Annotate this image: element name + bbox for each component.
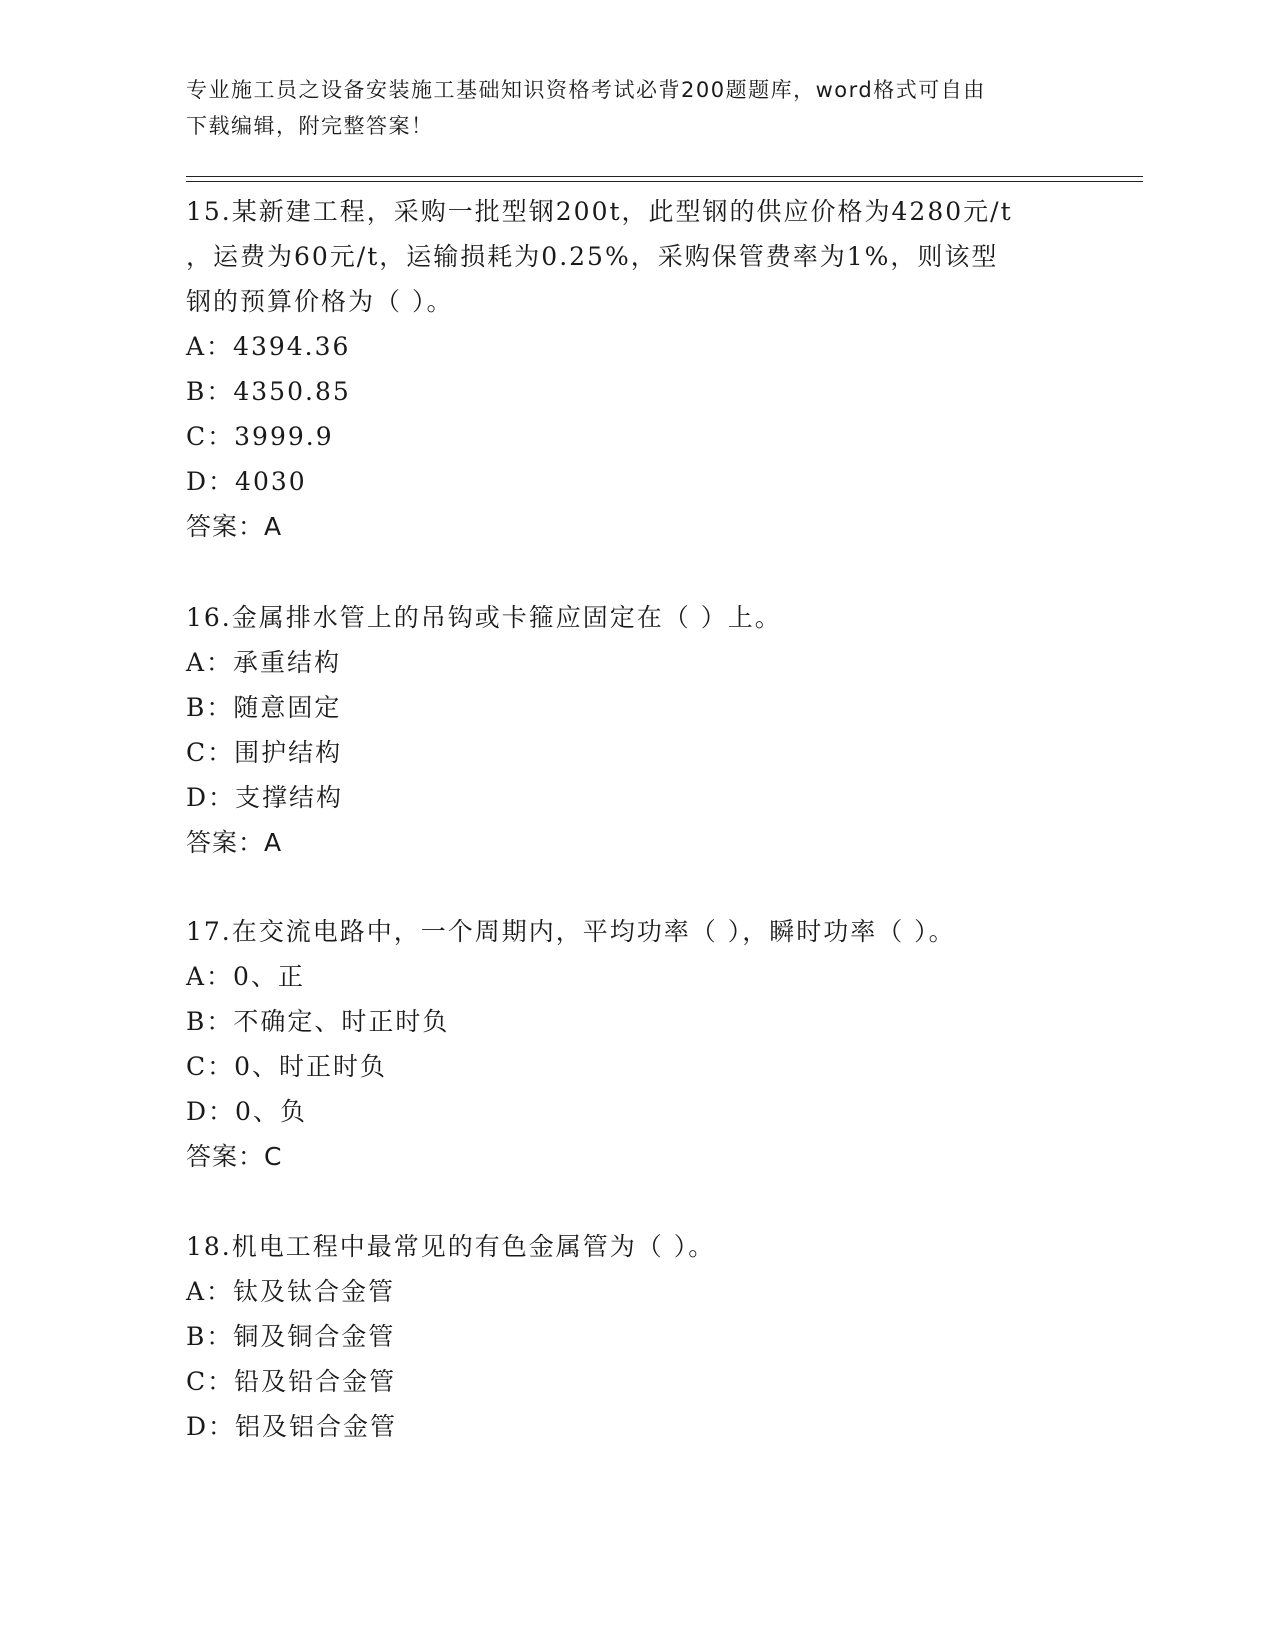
option-b: B：4350.85 (186, 377, 351, 406)
question-16 (186, 595, 1066, 865)
option-c: C：3999.9 (186, 422, 334, 451)
header-line-2: 下载编辑，附完整答案！ (186, 114, 434, 138)
question-stem-line: ，运费为60元/t，运输损耗为0.25%，采购保管费率为1%，则该型 (186, 242, 999, 271)
option-b: B：铜及铜合金管 (186, 1322, 396, 1351)
question-stem-line: 16.金属排水管上的吊钩或卡箍应固定在（ ）上。 (186, 603, 782, 632)
header-divider-top (186, 176, 1143, 177)
option-d: D：0、负 (186, 1097, 307, 1126)
question-stem-line: 18.机电工程中最常见的有色金属管为（ ）。 (186, 1232, 716, 1261)
answer: 答案：C (186, 1142, 283, 1171)
option-b: B：随意固定 (186, 693, 342, 722)
option-a: A：4394.36 (186, 332, 351, 361)
question-stem-line: 钢的预算价格为（ ）。 (186, 287, 454, 316)
option-a: A：承重结构 (186, 648, 342, 677)
option-a: A：钛及钛合金管 (186, 1277, 396, 1306)
answer: 答案：A (186, 512, 283, 541)
answer: 答案：A (186, 828, 283, 857)
question-stem-line: 15.某新建工程，采购一批型钢200t，此型钢的供应价格为4280元/t (186, 197, 1013, 226)
option-d: D：支撑结构 (186, 783, 344, 812)
option-c: C：0、时正时负 (186, 1052, 388, 1081)
question-18 (186, 1224, 1066, 1449)
header-divider-bottom (186, 181, 1143, 182)
option-b: B：不确定、时正时负 (186, 1007, 450, 1036)
question-17 (186, 909, 1066, 1179)
option-a: A：0、正 (186, 962, 305, 991)
header-line-1: 专业施工员之设备安装施工基础知识资格考试必背200题题库，word格式可自由 (186, 78, 986, 102)
question-15 (186, 189, 1066, 549)
question-stem-line: 17.在交流电路中，一个周期内，平均功率（ ），瞬时功率（ ）。 (186, 917, 956, 946)
option-c: C：铅及铅合金管 (186, 1367, 397, 1396)
option-d: D：铝及铝合金管 (186, 1412, 398, 1441)
option-c: C：围护结构 (186, 738, 343, 767)
option-d: D：4030 (186, 467, 307, 496)
document-header (186, 72, 1066, 144)
